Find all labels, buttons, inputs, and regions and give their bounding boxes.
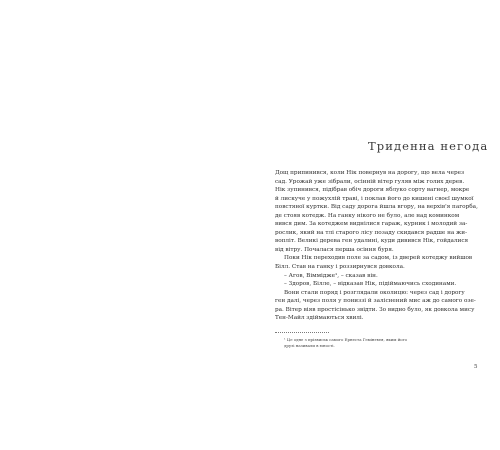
footnote-line: друзі називали в юності. [284,343,335,348]
footnote-line: ¹ Це одне з прізвиськ самого Ернеста Гемінгвея, яким його [284,337,408,342]
text-line: від вітру. Почалася перша осіння буря. [275,246,394,253]
chapter-title: Триденна негода [368,139,489,153]
text-line: ра. Вітер віяв простісінько звідти. Зо видно було, як довкола мису [275,306,475,313]
text-line: – Здоров, Білле, – відказав Нік, підіймаючись сходинами. [284,281,457,288]
text-line: й лискуче у пожухлій траві, і поклав його до кишені своєї шумкої [275,195,474,202]
footnote-separator [275,332,329,333]
text-line: вився дим. За котеджем виднілися гараж, курник і молодий за- [275,221,468,228]
text-line: Білл. Став на ганку і роззирнувся довкола. [275,264,405,271]
text-line: рослик, який на тлі старого лісу позаду скидався радше на жи- [275,229,468,236]
footnote [275,337,481,349]
text-line: Вони стали поряд і розглядали околицю: через сад і дорогу [284,289,465,296]
text-line: сад. Урожай уже зібрали, осінній вітер гуляв між голих дерев. [275,178,465,185]
text-line: де стояв котедж. На ганку нікого не було, але над коминком [275,212,460,219]
text-line: ген далі, через поля у пониззі й заліснений мис аж до самого озе- [275,298,476,305]
text-line: Дощ припинився, коли Нік повернув на дорогу, що вела через [275,170,465,176]
text-line: повстяної куртки. Від саду дорога йшла вгору, на верхів'я пагорба, [275,204,478,211]
text-line: Нік зупинився, підібрав обіч дороги яблуко сорту вагнер, мокре [275,187,470,194]
text-line: Тен-Майл здіймаються хвилі. [275,315,364,322]
text-line: вопліт. Великі дерева ген удалині, куди дивився Нік, гойдалися [275,238,469,245]
text-line: – Агов, Віммідже¹, – сказав він. [284,272,378,279]
body-text [275,169,481,323]
text-line: Поки Нік переходив поле за садом, із дверей котеджу вийшов [284,255,473,262]
page-number: 5 [474,364,478,370]
